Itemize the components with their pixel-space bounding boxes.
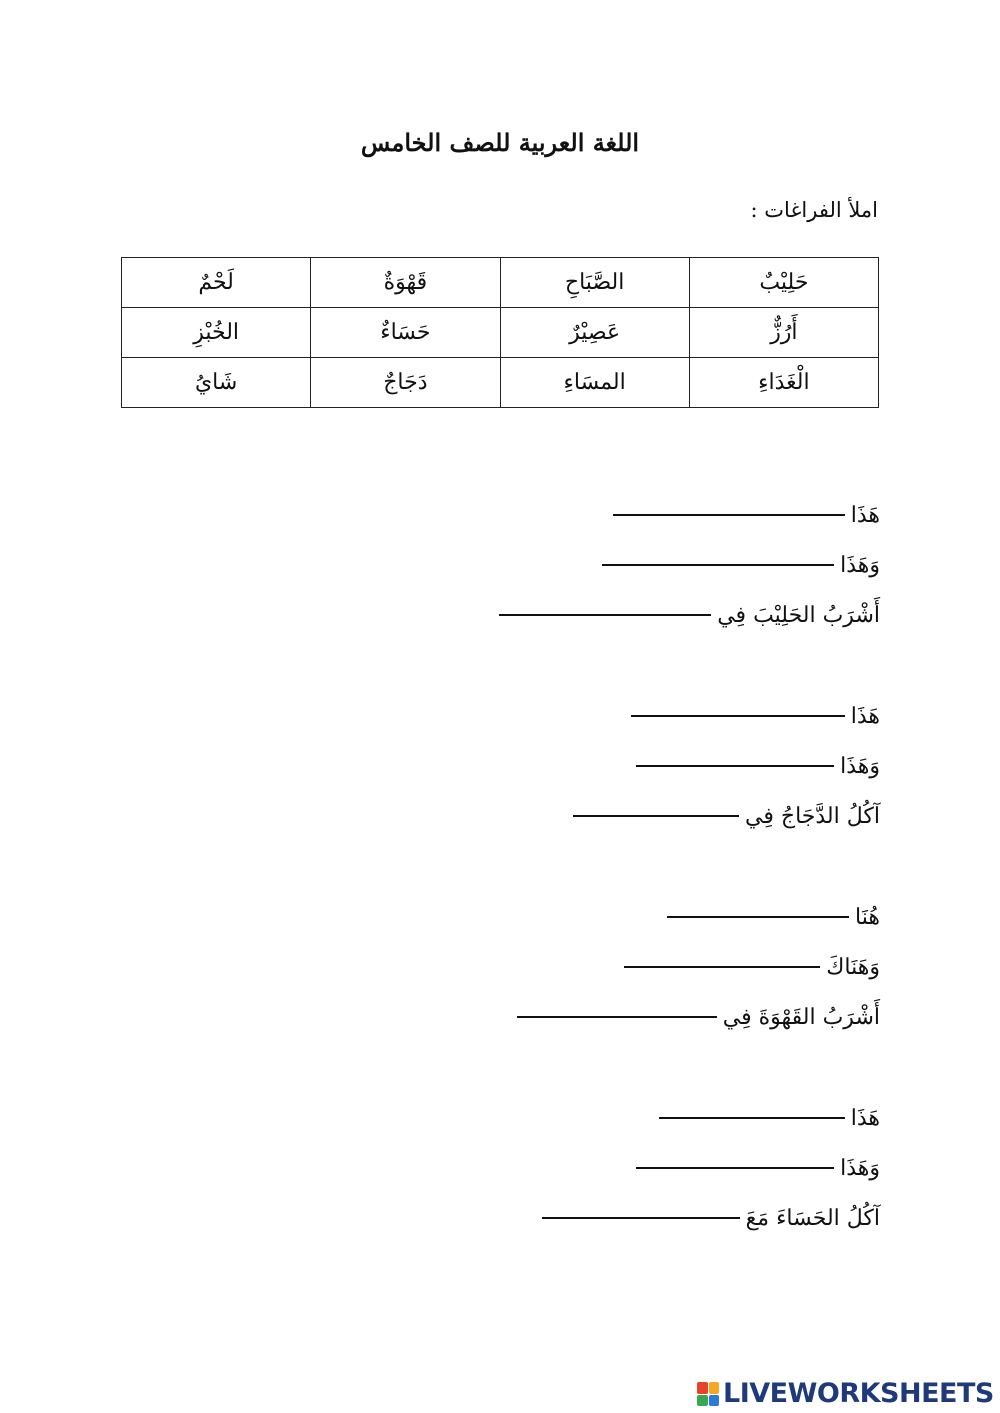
answer-blank[interactable]	[602, 564, 834, 566]
sentence-line	[380, 729, 880, 779]
answer-blank[interactable]	[636, 1167, 834, 1169]
page-title: اللغة العربية للصف الخامس	[360, 128, 640, 157]
sentence-group	[380, 880, 880, 1030]
sentence-line	[380, 980, 880, 1030]
mark-square	[709, 1382, 720, 1394]
word-cell: حَسَاءٌ	[311, 308, 500, 358]
sentence-line	[380, 679, 880, 729]
sentence-text: وَهَذَا	[840, 553, 880, 578]
instruction-text: املأ الفراغات :	[750, 198, 878, 222]
sentence-text: وَهَنَاكَ	[826, 955, 880, 980]
sentence-text: هُنَا	[855, 905, 880, 930]
word-cell: المسَاءِ	[500, 358, 689, 408]
word-cell: الخُبْزِ	[122, 308, 311, 358]
word-cell: دَجَاجٌ	[311, 358, 500, 408]
table-row	[122, 258, 879, 308]
word-bank-table	[121, 257, 879, 408]
sentence-group	[380, 1081, 880, 1231]
sentence-text: وَهَذَا	[840, 754, 880, 779]
answer-blank[interactable]	[499, 614, 711, 616]
answer-blank[interactable]	[636, 765, 834, 767]
sentence-line	[380, 478, 880, 528]
word-cell: الصَّبَاحِ	[500, 258, 689, 308]
sentence-text: وَهَذَا	[840, 1156, 880, 1181]
liveworksheets-wordmark: LIVEWORKSHEETS	[723, 1378, 994, 1409]
mark-square	[697, 1382, 708, 1394]
sentence-text: آكُلُ الحَسَاءَ مَعَ	[745, 1206, 880, 1231]
sentence-text: هَذَا	[850, 503, 880, 528]
sentence-line	[380, 1081, 880, 1131]
sentence-group	[380, 478, 880, 628]
answer-blank[interactable]	[542, 1217, 740, 1219]
answer-blank[interactable]	[517, 1016, 717, 1018]
sentence-line	[380, 578, 880, 628]
liveworksheets-mark-icon	[697, 1382, 719, 1406]
sentence-line	[380, 880, 880, 930]
sentence-text: هَذَا	[850, 1106, 880, 1131]
answer-blank[interactable]	[667, 916, 849, 918]
word-cell: قَهْوَةٌ	[311, 258, 500, 308]
word-cell: أَرُزٌّ	[689, 308, 878, 358]
fill-in-sentences	[380, 478, 880, 1231]
answer-blank[interactable]	[573, 815, 739, 817]
sentence-line	[380, 528, 880, 578]
word-cell: الْغَدَاءِ	[689, 358, 878, 408]
word-cell: لَحْمٌ	[122, 258, 311, 308]
answer-blank[interactable]	[613, 514, 845, 516]
sentence-group	[380, 679, 880, 829]
word-cell: عَصِيْرٌ	[500, 308, 689, 358]
mark-square	[709, 1395, 720, 1407]
table-row	[122, 308, 879, 358]
mark-square	[697, 1395, 708, 1407]
sentence-text: أَشْرَبُ القَهْوَةَ فِي	[722, 1005, 880, 1030]
sentence-text: أَشْرَبُ الحَلِيْبَ فِي	[717, 603, 880, 628]
table-row	[122, 358, 879, 408]
sentence-line	[380, 779, 880, 829]
sentence-line	[380, 930, 880, 980]
liveworksheets-logo	[697, 1380, 994, 1408]
sentence-line	[380, 1131, 880, 1181]
sentence-text: آكُلُ الدَّجَاجُ فِي	[745, 804, 880, 829]
sentence-text: هَذَا	[850, 704, 880, 729]
answer-blank[interactable]	[631, 715, 845, 717]
answer-blank[interactable]	[624, 966, 820, 968]
answer-blank[interactable]	[659, 1117, 845, 1119]
sentence-line	[380, 1181, 880, 1231]
word-cell: حَلِيْبٌ	[689, 258, 878, 308]
word-cell: شَايُ	[122, 358, 311, 408]
